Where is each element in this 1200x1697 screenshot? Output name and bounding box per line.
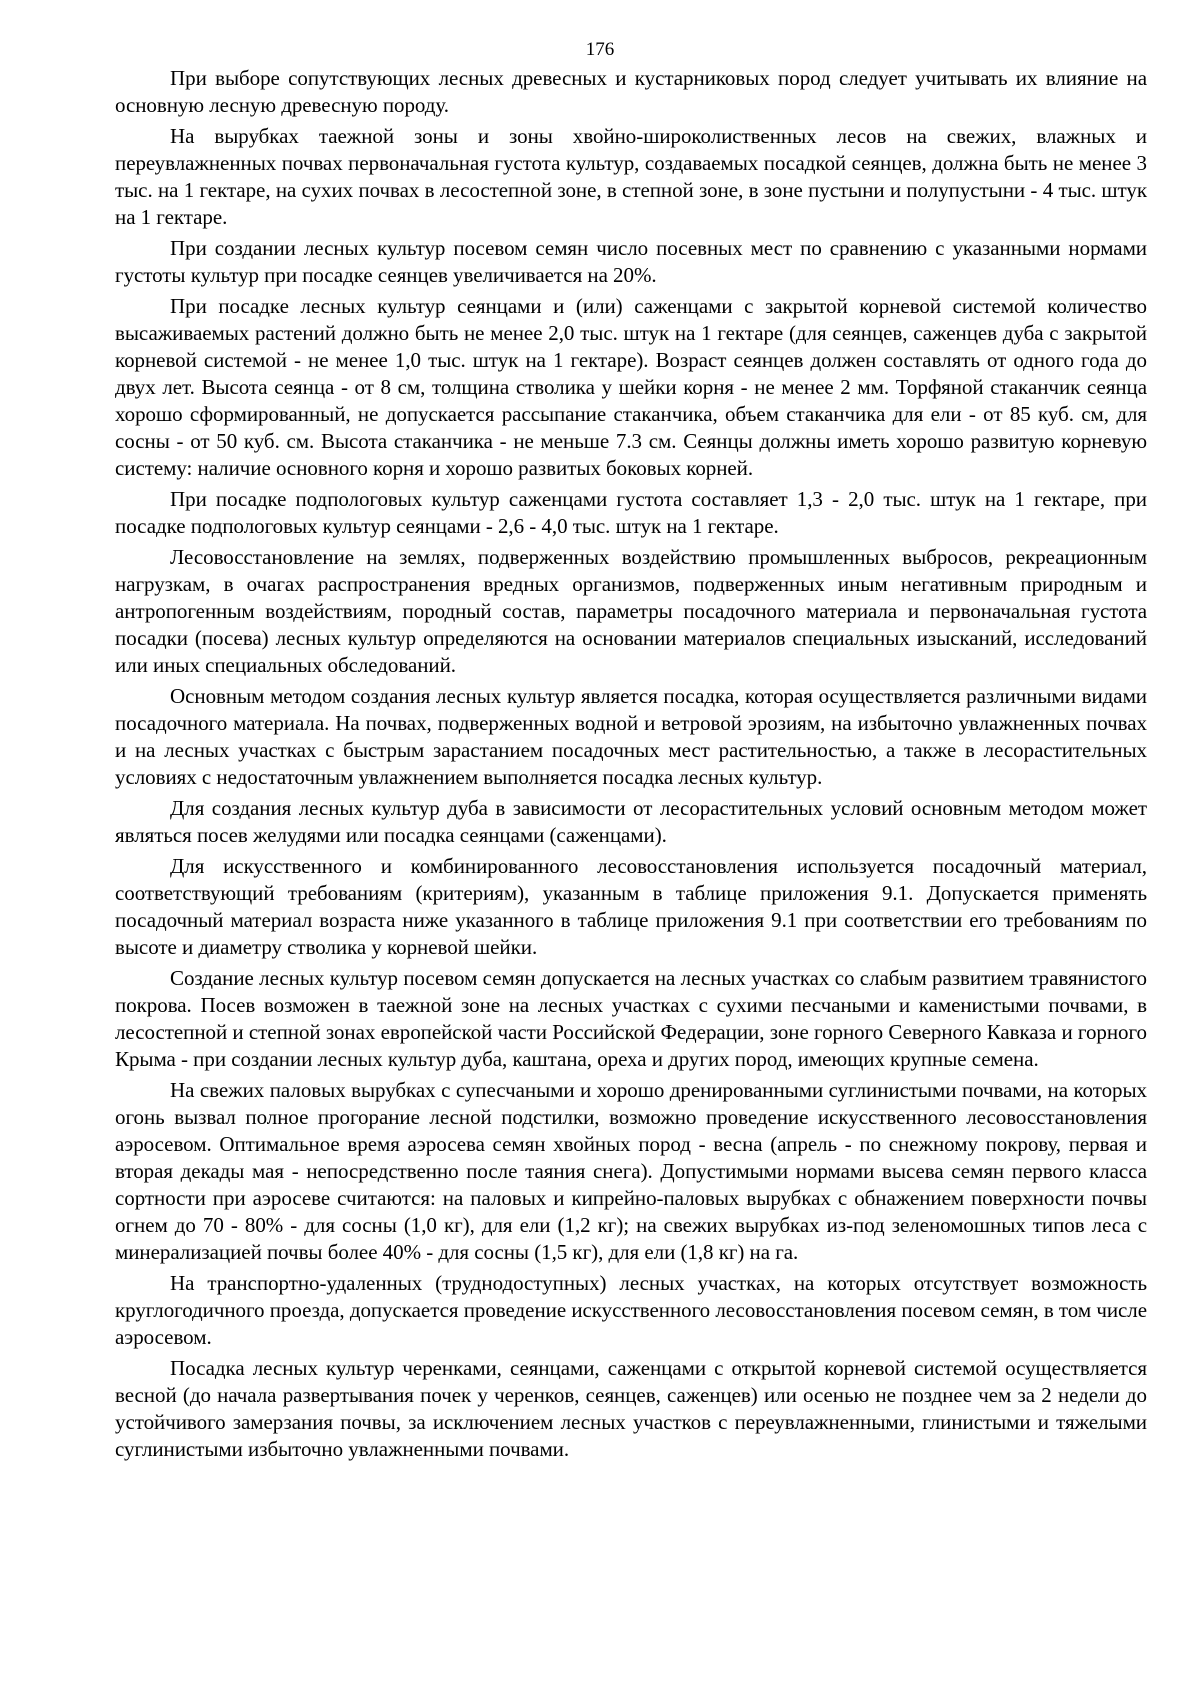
paragraph: При выборе сопутствующих лесных древесных и кустарниковых пород следует учитывать их влияние на основную лесную древесную породу. (115, 66, 1147, 117)
paragraph: Лесовосстановление на землях, подверженных воздействию промышленных выбросов, рекреационным нагрузкам, в очагах распространения вредных организмов, подверженных иным негативным природным и антропогенным воздействиям, породный состав, параметры посадочного материала и первоначальная густота посадки (посева) лесных культур определяются на основании материалов специальных изысканий, исследований или иных специальных обследований. (115, 545, 1147, 677)
paragraph: На транспортно-удаленных (труднодоступных) лесных участках, на которых отсутствует возможность круглогодичного проезда, допускается проведение искусственного лесовосстановления посевом семян, в том числе аэросевом. (115, 1271, 1147, 1349)
paragraph: На свежих паловых вырубках с супесчаными и хорошо дренированными суглинистыми почвами, на которых огонь вызвал полное прогорание лесной подстилки, возможно проведение искусственного лесовосстановления аэросевом. Оптимальное время аэросева семян хвойных пород - весна (апрель - по снежному покрову, первая и вторая декады мая - непосредственно после таяния снега). Допустимыми нормами высева семян первого класса сортности при аэросеве считаются: на паловых и кипрейно-паловых вырубках с обнажением поверхности почвы огнем до 70 - 80% - для сосны (1,0 кг), для ели (1,2 кг); на свежих вырубках из-под зеленомошных типов леса с минерализацией почвы более 40% - для сосны (1,5 кг), для ели (1,8 кг) на га. (115, 1078, 1147, 1264)
paragraph: При посадке подпологовых культур саженцами густота составляет 1,3 - 2,0 тыс. штук на 1 гектаре, при посадке подпологовых культур сеянцами - 2,6 - 4,0 тыс. штук на 1 гектаре. (115, 487, 1147, 538)
paragraph: Посадка лесных культур черенками, сеянцами, саженцами с открытой корневой системой осуществляется весной (до начала развертывания почек у черенков, сеянцев, саженцев) или осенью не позднее чем за 2 недели до устойчивого замерзания почвы, за исключением лесных участков с переувлажненными, глинистыми и тяжелыми суглинистыми избыточно увлажненными почвами. (115, 1356, 1147, 1461)
paragraph: Для создания лесных культур дуба в зависимости от лесорастительных условий основным методом может являться посев желудями или посадка сеянцами (саженцами). (115, 796, 1147, 847)
paragraph: Основным методом создания лесных культур является посадка, которая осуществляется различными видами посадочного материала. На почвах, подверженных водной и ветровой эрозиям, на избыточно увлажненных почвах и на лесных участках с быстрым зарастанием посадочных мест растительностью, а также в лесорастительных условиях с недостаточным увлажнением выполняется посадка лесных культур. (115, 684, 1147, 789)
paragraph: На вырубках таежной зоны и зоны хвойно-широколиственных лесов на свежих, влажных и переувлажненных почвах первоначальная густота культур, создаваемых посадкой сеянцев, должна быть не менее 3 тыс. на 1 гектаре, на сухих почвах в лесостепной зоне, в степной зоне, в зоне пустыни и полупустыни - 4 тыс. штук на 1 гектаре. (115, 124, 1147, 229)
paragraph: Для искусственного и комбинированного лесовосстановления используется посадочный материал, соответствующий требованиям (критериям), указанным в таблице приложения 9.1. Допускается применять посадочный материал возраста ниже указанного в таблице приложения 9.1 при соответствии его требованиям по высоте и диаметру стволика у корневой шейки. (115, 854, 1147, 959)
paragraph: При создании лесных культур посевом семян число посевных мест по сравнению с указанными нормами густоты культур при посадке сеянцев увеличивается на 20%. (115, 236, 1147, 287)
paragraph: При посадке лесных культур сеянцами и (или) саженцами с закрытой корневой системой количество высаживаемых растений должно быть не менее 2,0 тыс. штук на 1 гектаре (для сеянцев, саженцев дуба с закрытой корневой системой - не менее 1,0 тыс. штук на 1 гектаре). Возраст сеянцев должен составлять от одного года до двух лет. Высота сеянца - от 8 см, толщина стволика у шейки корня - не менее 2 мм. Торфяной стаканчик сеянца хорошо сформированный, не допускается рассыпание стаканчика, объем стаканчика для ели - от 85 куб. см, для сосны - от 50 куб. см. Высота стаканчика - не меньше 7.3 см. Сеянцы должны иметь хорошо развитую корневую систему: наличие основного корня и хорошо развитых боковых корней. (115, 294, 1147, 480)
document-body (115, 65, 1147, 1467)
page-number: 176 (585, 39, 615, 60)
paragraph: Создание лесных культур посевом семян допускается на лесных участках со слабым развитием травянистого покрова. Посев возможен в таежной зоне на лесных участках с сухими песчаными и каменистыми почвами, в лесостепной и степной зонах европейской части Российской Федерации, зоне горного Северного Кавказа и горного Крыма - при создании лесных культур дуба, каштана, ореха и других пород, имеющих крупные семена. (115, 966, 1147, 1071)
